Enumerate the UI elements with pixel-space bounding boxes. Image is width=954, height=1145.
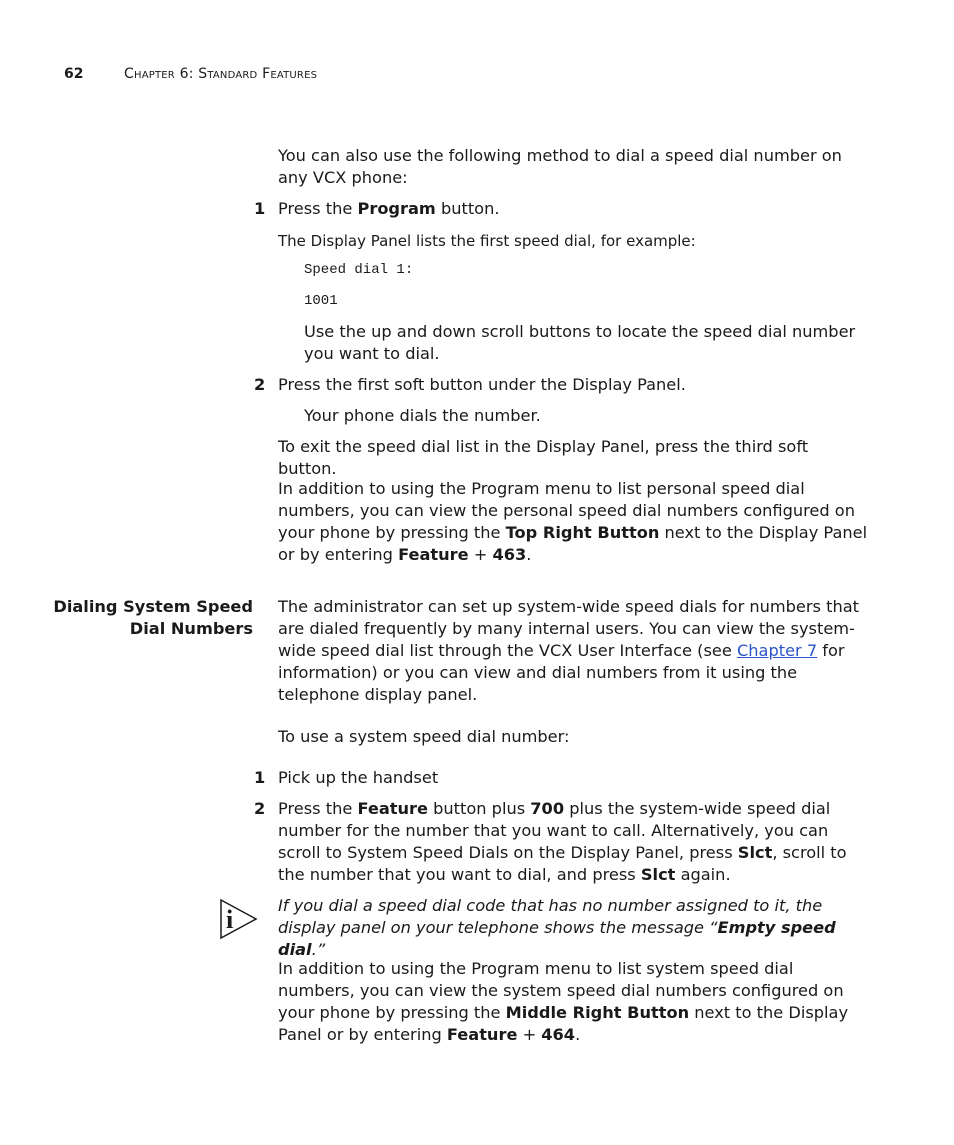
to-use-text: To use a system speed dial number:	[278, 727, 570, 746]
code-line: 1001	[304, 293, 338, 309]
section-paragraph: The administrator can set up system-wide speed dials for numbers that are dialed frequently by many internal users. You can view the system-wide speed dial list through the VCX User Interface (see Chapter 7 for information) or you can view and dial numbers from it using the telephone display panel.	[278, 597, 859, 704]
intro-paragraph: You can also use the following method to dial a speed dial number on any VCX phone:	[278, 146, 842, 187]
step-text: Press the Feature button plus 700 plus the system-wide speed dial number for the number that you want to call. Alternatively, you can scroll to System Speed Dials on the Display Panel, press Slct, scroll to the number that you want to dial, and press Slct again.	[278, 799, 847, 884]
note-text: If you dial a speed dial code that has no number assigned to it, the display panel on your telephone shows the message “Empty speed dial.”	[278, 896, 836, 959]
personal-paragraph: In addition to using the Program menu to list personal speed dial numbers, you can view the personal speed dial numbers configured on your phone by pressing the Top Right Button next to the Display Panel or by entering Feature + 463.	[278, 479, 868, 564]
step-number: 1	[254, 199, 266, 218]
step-text: Press the first soft button under the Display Panel.	[278, 375, 686, 394]
chapter-link[interactable]: Chapter 7	[736, 641, 818, 660]
exit-text: To exit the speed dial list in the Display Panel, press the third soft button.	[278, 437, 809, 478]
result-text: Your phone dials the number.	[304, 406, 541, 425]
step-number: 1	[254, 768, 266, 787]
chapter-title: Chapter 6: Standard Features	[124, 66, 318, 82]
page-number: 62	[64, 66, 84, 82]
step-number: 2	[254, 375, 266, 394]
step-number: 2	[254, 799, 266, 818]
scroll-instruction: Use the up and down scroll buttons to locate the speed dial number you want to dial.	[304, 322, 856, 363]
step-text: Pick up the handset	[278, 768, 439, 787]
step-text: Press the Program button.	[278, 199, 500, 218]
svg-text:i: i	[226, 905, 234, 934]
running-header	[64, 66, 317, 82]
display-lists-text: The Display Panel lists the first speed dial, for example:	[278, 232, 696, 250]
section-heading: Dialing System Speed Dial Numbers	[53, 597, 253, 638]
system-paragraph: In addition to using the Program menu to list system speed dial numbers, you can view the system speed dial numbers configured on your phone by pressing the Middle Right Button next to the Display Panel or by entering Feature + 464.	[278, 959, 849, 1044]
info-icon	[218, 898, 258, 940]
code-line: Speed dial 1:	[304, 262, 414, 278]
